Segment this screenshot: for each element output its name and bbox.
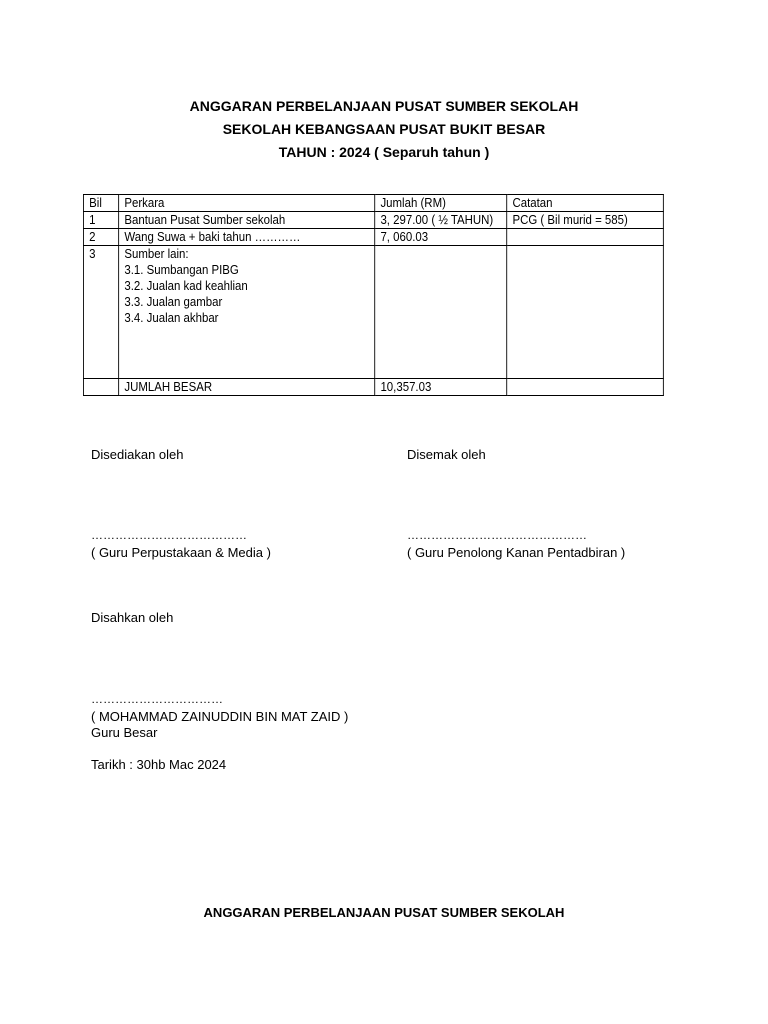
row-perkara: Bantuan Pusat Sumber sekolah (119, 212, 375, 229)
prepared-role: ( Guru Perpustakaan & Media ) (91, 545, 271, 560)
row-perkara-list (119, 246, 375, 379)
budget-table (83, 194, 664, 396)
total-label: JUMLAH BESAR (119, 379, 375, 396)
sub-item: 3.2. Jualan kad keahlian (124, 278, 248, 293)
prepared-signature-line: ………………………………… (91, 528, 247, 542)
row-jumlah: 3, 297.00 ( ½ TAHUN) (375, 212, 507, 229)
row-catatan (507, 246, 664, 379)
total-value: 10,357.03 (375, 379, 507, 396)
year-label: TAHUN : 2024 ( Separuh tahun ) (278, 144, 490, 160)
checked-role: ( Guru Penolong Kanan Pentadbiran ) (407, 545, 626, 560)
total-row (83, 379, 663, 396)
row-jumlah: 7, 060.03 (375, 229, 507, 246)
approved-signature-line: …………………………… (91, 692, 223, 706)
row-jumlah (375, 246, 507, 379)
checked-signature-line: ……………………………………… (407, 528, 587, 542)
footer-title: ANGGARAN PERBELANJAAN PUSAT SUMBER SEKOLAH (203, 905, 565, 920)
sub-item: 3.3. Jualan gambar (124, 294, 223, 309)
row-bil: 1 (83, 212, 118, 229)
table-row (83, 246, 663, 379)
school-name: SEKOLAH KEBANGSAAN PUSAT BUKIT BESAR (222, 121, 546, 137)
prepared-by-label: Disediakan oleh (91, 447, 184, 462)
approved-name: ( MOHAMMAD ZAINUDDIN BIN MAT ZAID ) (91, 709, 349, 724)
document-title: ANGGARAN PERBELANJAAN PUSAT SUMBER SEKOLAH (189, 98, 579, 114)
header-catatan: Catatan (507, 195, 664, 212)
row-catatan: PCG ( Bil murid = 585) (507, 212, 664, 229)
header-bil: Bil (83, 195, 118, 212)
approved-by-label: Disahkan oleh (91, 610, 174, 625)
header-jumlah: Jumlah (RM) (375, 195, 507, 212)
row-bil: 3 (83, 246, 118, 379)
row-perkara: Sumber lain: (124, 246, 189, 261)
sub-item: 3.4. Jualan akhbar (124, 310, 219, 325)
total-catatan (507, 379, 664, 396)
approved-role: Guru Besar (91, 725, 158, 740)
table-row (83, 229, 663, 246)
checked-by-label: Disemak oleh (407, 447, 486, 462)
row-catatan (507, 229, 664, 246)
table-header-row (83, 195, 663, 212)
row-perkara: Wang Suwa + baki tahun ………… (119, 229, 375, 246)
table-row (83, 212, 663, 229)
header-perkara: Perkara (119, 195, 375, 212)
sub-item: 3.1. Sumbangan PIBG (124, 262, 239, 277)
row-bil: 2 (83, 229, 118, 246)
total-bil (83, 379, 118, 396)
date-label: Tarikh : 30hb Mac 2024 (91, 757, 227, 772)
